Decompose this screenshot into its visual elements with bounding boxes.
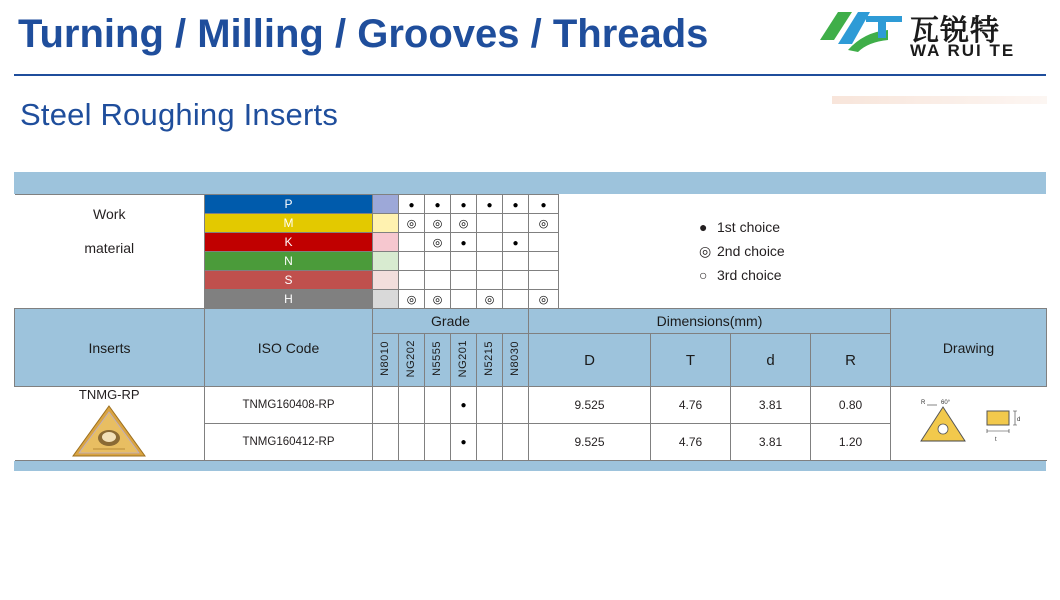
decorative-line [832, 96, 1047, 104]
header-grade-N5215-label: N5215 [483, 341, 495, 376]
work-material-label-2 [15, 233, 205, 309]
insert-family-cell [15, 387, 205, 461]
grade-cell-2-NG202 [399, 424, 425, 461]
mark-M-N8030 [529, 214, 559, 233]
legend-item-1st [699, 215, 1047, 239]
sheet-bottom-band [14, 461, 1046, 471]
dim-D-cell-1: 9.525 [529, 387, 651, 424]
header-grade-NG201 [451, 334, 477, 387]
logo-chinese-text: 瓦锐特 [910, 15, 1001, 47]
mark-N-N5555 [451, 252, 477, 271]
dim-R-cell-2: 1.20 [811, 424, 891, 461]
drawing-cell [891, 387, 1047, 461]
mark-N-N8010 [399, 252, 425, 271]
mark-P-NG202 [425, 195, 451, 214]
grade-cell-1-N8030 [503, 387, 529, 424]
header-grade-N8030-label: N8030 [509, 341, 521, 376]
dim-d-cell-1: 3.81 [731, 387, 811, 424]
insert-family-label: TNMG-RP [78, 387, 140, 402]
header-grade-N5215 [477, 334, 503, 387]
material-band-N [373, 252, 399, 271]
material-group-S: S [205, 271, 373, 290]
header-grade-NG202-label: NG202 [405, 339, 417, 378]
logo-english-text: WA RUI TE [910, 41, 1016, 60]
mark-S-NG202 [425, 271, 451, 290]
mark-N-NG202 [425, 252, 451, 271]
legend-area [559, 195, 1047, 309]
grade-cell-2-N8030 [503, 424, 529, 461]
mark-H-N8010 [399, 290, 425, 309]
header-dim-D: D [529, 334, 651, 387]
svg-text:R: R [920, 399, 926, 406]
iso-code-cell-1: TNMG160408-RP [205, 387, 373, 424]
legend-text-1st: 1st choice [717, 219, 781, 236]
header-grade-NG201-label: NG201 [457, 339, 469, 378]
mark-H-NG202 [425, 290, 451, 309]
dim-R-cell-1: 0.80 [811, 387, 891, 424]
header-dim-R: R [811, 334, 891, 387]
page-header [0, 0, 1060, 78]
mark-H-N5555 [451, 290, 477, 309]
mark-P-N8010 [399, 195, 425, 214]
mark-H-N8030 [529, 290, 559, 309]
page-title: Steel Roughing Inserts [20, 97, 339, 132]
material-group-K: K [205, 233, 373, 252]
mark-K-N5555 [451, 233, 477, 252]
company-logo [818, 8, 1046, 66]
product-table [14, 194, 1047, 461]
mark-M-N5215 [503, 214, 529, 233]
svg-text:60°: 60° [940, 399, 950, 406]
mark-H-N5215 [503, 290, 529, 309]
material-band-M [373, 214, 399, 233]
triangular-insert-icon [69, 402, 149, 460]
work-material-row-P [15, 195, 1047, 214]
mark-P-N8030 [529, 195, 559, 214]
header-inserts: Inserts [15, 309, 205, 387]
insert-drawing [913, 397, 1025, 451]
grade-cell-2-N8010 [373, 424, 399, 461]
grade-cell-1-NG202 [399, 387, 425, 424]
mark-M-NG202 [425, 214, 451, 233]
iso-code-cell-2: TNMG160412-RP [205, 424, 373, 461]
legend-symbol-3rd: ○ [699, 267, 708, 284]
legend-text-3rd: 3rd choice [717, 267, 782, 284]
svg-text:t: t [994, 436, 997, 443]
material-group-N: N [205, 252, 373, 271]
mark-M-N5555 [451, 214, 477, 233]
dim-D-cell-2: 9.525 [529, 424, 651, 461]
material-band-K [373, 233, 399, 252]
svg-text:d: d [1016, 416, 1021, 423]
sheet-top-band [14, 172, 1046, 194]
legend-item-2nd [699, 239, 1047, 263]
work-material-label [15, 195, 205, 233]
mark-K-N8010 [399, 233, 425, 252]
mark-S-N5555 [451, 271, 477, 290]
material-group-M: M [205, 214, 373, 233]
table-row [15, 387, 1047, 424]
header-dim-d: d [731, 334, 811, 387]
mark-N-NG201 [477, 252, 503, 271]
product-sheet [14, 172, 1046, 471]
header-grade-N5555-label: N5555 [431, 341, 443, 376]
mark-S-NG201 [477, 271, 503, 290]
mark-N-N8030 [529, 252, 559, 271]
material-group-H: H [205, 290, 373, 309]
mark-P-NG201 [477, 195, 503, 214]
header-title [18, 12, 708, 57]
header-grade: Grade [373, 309, 529, 334]
grade-cell-1-N5215 [477, 387, 503, 424]
mark-K-N8030 [529, 233, 559, 252]
work-material-label-line1: Work [93, 205, 126, 222]
legend-text-2nd: 2nd choice [717, 243, 785, 260]
legend-item-3rd [699, 263, 1047, 287]
grade-cell-2-N5555 [425, 424, 451, 461]
header-divider [14, 74, 1046, 76]
header-dim-T: T [651, 334, 731, 387]
grade-cell-1-N5555 [425, 387, 451, 424]
dim-T-cell-2: 4.76 [651, 424, 731, 461]
mark-K-NG202 [425, 233, 451, 252]
header-title-text: Turning / Milling / Grooves / Threads [18, 12, 709, 56]
mark-S-N8030 [529, 271, 559, 290]
mark-M-N8010 [399, 214, 425, 233]
header-iso-code: ISO Code [205, 309, 373, 387]
mark-H-NG201 [477, 290, 503, 309]
grade-cell-2-NG201 [451, 424, 477, 461]
material-group-P: P [205, 195, 373, 214]
grade-cell-1-N8010 [373, 387, 399, 424]
legend-symbol-1st: ● [699, 219, 708, 236]
mark-K-N5215 [503, 233, 529, 252]
insert-dimension-drawing-icon [913, 397, 1025, 451]
header-grade-N8030 [503, 334, 529, 387]
work-material-label-line2: material [84, 240, 135, 257]
material-band-S [373, 271, 399, 290]
mark-K-NG201 [477, 233, 503, 252]
dim-d-cell-2: 3.81 [731, 424, 811, 461]
header-drawing: Drawing [891, 309, 1047, 387]
grade-cell-2-N5215 [477, 424, 503, 461]
header-grade-N8010-label: N8010 [379, 341, 391, 376]
table-header-row-1 [15, 309, 1047, 334]
insert-photo [69, 402, 149, 460]
header-dimensions: Dimensions(mm) [529, 309, 891, 334]
mark-P-N5215 [503, 195, 529, 214]
dim-T-cell-1: 4.76 [651, 387, 731, 424]
mark-S-N5215 [503, 271, 529, 290]
header-grade-N8010 [373, 334, 399, 387]
header-grade-N5555 [425, 334, 451, 387]
logo-mark-icon [818, 10, 904, 54]
material-band-P [373, 195, 399, 214]
mark-S-N8010 [399, 271, 425, 290]
mark-M-NG201 [477, 214, 503, 233]
mark-P-N5555 [451, 195, 477, 214]
grade-cell-1-NG201 [451, 387, 477, 424]
legend-symbol-2nd: ◎ [699, 243, 712, 260]
header-grade-NG202 [399, 334, 425, 387]
mark-N-N5215 [503, 252, 529, 271]
material-band-H [373, 290, 399, 309]
